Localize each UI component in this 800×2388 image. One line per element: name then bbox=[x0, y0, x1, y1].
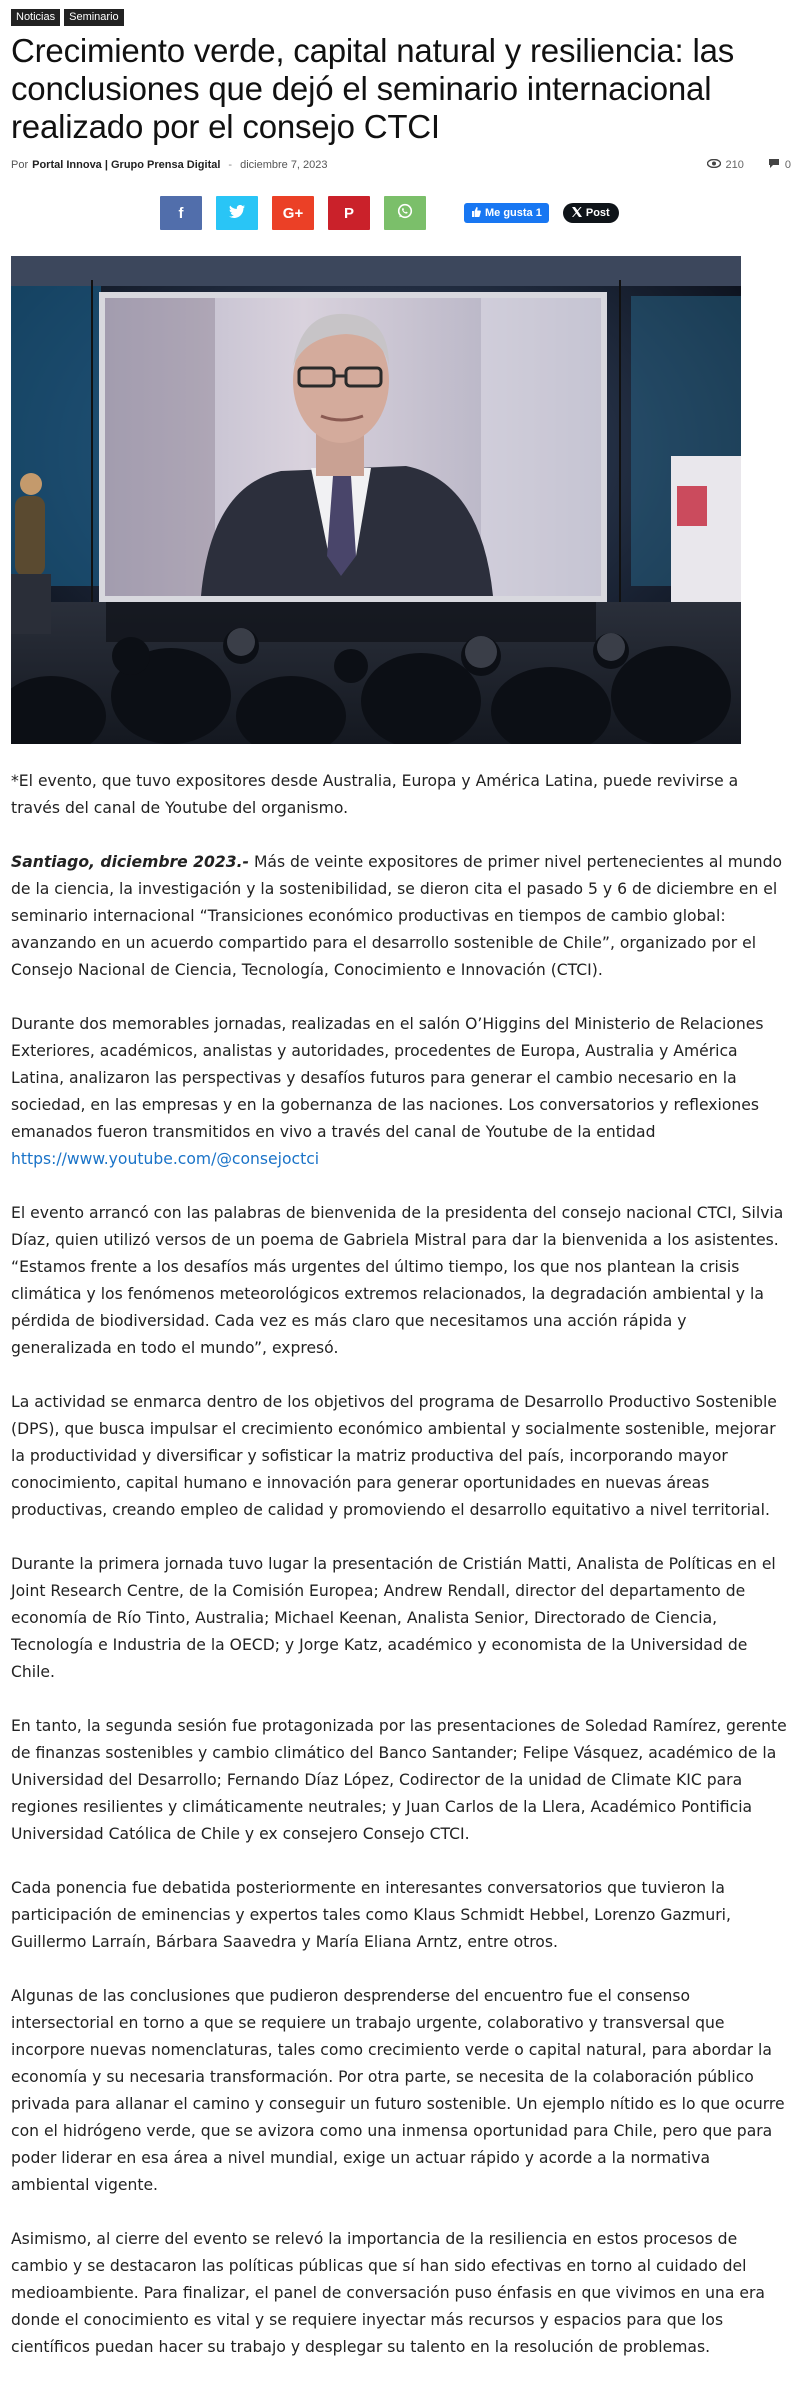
pinterest-icon: P bbox=[343, 204, 354, 222]
youtube-channel-link[interactable]: https://www.youtube.com/@consejoctci bbox=[11, 1150, 320, 1168]
article-meta bbox=[11, 158, 791, 172]
thumbs-up-icon bbox=[471, 207, 481, 220]
share-bar bbox=[160, 196, 619, 230]
article-paragraph-5: Durante la primera jornada tuvo lugar la presentación de Cristián Matti, Analista de Políticas en el Joint Research Centre, de la Comisión Europea; Andrew Rendall, director del departamento de economía de Río Tinto, Australia; Michael Keenan, Analista Senior, Directorado de Ciencia, Tecnología e Industria de la OECD; y Jorge Katz, académico y economista de la Universidad de Chile. bbox=[11, 1555, 776, 1681]
publish-date: diciembre 7, 2023 bbox=[240, 159, 328, 171]
article-body bbox=[11, 768, 791, 2388]
like-label: Me gusta 1 bbox=[485, 207, 542, 219]
category-tag-seminario[interactable]: Seminario bbox=[64, 9, 124, 26]
facebook-share-button[interactable] bbox=[160, 196, 202, 230]
x-logo-icon bbox=[572, 207, 582, 220]
eye-icon bbox=[707, 159, 721, 171]
comments-count: 0 bbox=[784, 159, 791, 171]
meta-separator: - bbox=[228, 159, 233, 171]
article-stats bbox=[707, 158, 791, 172]
article-paragraph-2 bbox=[11, 1011, 791, 1173]
article-paragraph-2-text: Durante dos memorables jornadas, realizadas en el salón O’Higgins del Ministerio de Relaciones Exteriores, académicos, analistas y autoridades, procedentes de Europa, Australia y América Latina, analizaron las perspectivas y desafíos futuros para generar el cambio necesario en la sociedad, en las empresas y en la gobernanza de las naciones. Los conversatorios y reflexiones emanados fueron transmitidos en vivo a través del canal de Youtube de la entidad bbox=[11, 1015, 764, 1141]
views-stat bbox=[707, 159, 744, 171]
article-paragraph-8: Algunas de las conclusiones que pudieron desprenderse del encuentro fue el consenso intersectorial en torno a que se requiere un trabajo urgente, colaborativo y transversal que incorpore nuevas nomenclaturas, tales como crecimiento verde o capital natural, para abordar la economía y su necesaria transformación. Por otra parte, se necesita de la colaboración público privada para allanar el camino y conseguir un futuro sostenible. Un ejemplo nítido es lo que ocurre con el hidrógeno verde, que se avizora como una inmensa oportunidad para Chile, pero que para poder liderar en esa área a nivel mundial, exige un actuar rápido y acorde a la normativa ambiental vigente. bbox=[11, 1987, 785, 2194]
post-label: Post bbox=[585, 207, 610, 219]
article-paragraph-4: La actividad se enmarca dentro de los objetivos del programa de Desarrollo Productivo Sostenible (DPS), que busca impulsar el crecimiento económico ambiental y socialmente sostenible, mejorar la productividad y diversificar y sofisticar la matriz productiva del país, incorporando mayor conocimiento, capital humano e innovación para generar oportunidades en nuevas áreas productivas, creando empleo de calidad y promoviendo el desarrollo equitativo a nivel territorial. bbox=[11, 1393, 777, 1519]
comments-stat[interactable] bbox=[768, 158, 791, 172]
article-paragraph-3: El evento arrancó con las palabras de bienvenida de la presidenta del consejo nacional CTCI, Silvia Díaz, quien utilizó versos de un poema de Gabriela Mistral para dar la bienvenida a los asistentes. “Estamos frente a los desafíos más urgentes del último tiempo, los que nos plantean la crisis climática y los fenómenos meteorológicos extremos relacionados, la degradación ambiental y la pérdida de biodiversidad. Cada vez es más claro que necesitamos una acción rápida y generalizada en todo el mundo”, expresó. bbox=[11, 1204, 784, 1357]
whatsapp-icon bbox=[397, 203, 413, 223]
facebook-icon: f bbox=[178, 204, 184, 222]
author-link[interactable]: Portal Innova | Grupo Prensa Digital bbox=[32, 159, 221, 171]
article-lead: Santiago, diciembre 2023.- bbox=[11, 853, 249, 871]
twitter-share-button[interactable] bbox=[216, 196, 258, 230]
article-paragraph-1-text: Más de veinte expositores de primer nivel pertenecientes al mundo de la ciencia, la investigación y la sostenibilidad, se dieron cita el pasado 5 y 6 de diciembre en el seminario internacional “Transiciones económico productivas en tiempos de cambio global: avanzando en un acuerdo compartido para el desarrollo sostenible de Chile”, organizado por el Consejo Nacional de Ciencia, Tecnología, Conocimiento e Innovación (CTCI). bbox=[11, 853, 783, 979]
pinterest-share-button[interactable] bbox=[328, 196, 370, 230]
article-intro: *El evento, que tuvo expositores desde Australia, Europa y América Latina, puede revivirse a través del canal de Youtube del organismo. bbox=[11, 772, 739, 817]
views-count: 210 bbox=[725, 159, 744, 171]
article-paragraph-9: Asimismo, al cierre del evento se relevó la importancia de la resiliencia en estos procesos de cambio y se destacaron las políticas públicas que sí han sido efectivas en torno al cuidado del medioambiente. Para finalizar, el panel de conversación puso énfasis en que vivimos en una era donde el conocimiento es vital y se requiere inyectar más recursos y espacios para que los científicos puedan hacer su trabajo y desplegar su talento en la resolución de problemas. bbox=[11, 2230, 765, 2356]
category-tag-noticias[interactable]: Noticias bbox=[11, 9, 60, 26]
x-post-button[interactable] bbox=[563, 203, 619, 223]
category-tags bbox=[11, 9, 124, 26]
facebook-like-button[interactable] bbox=[464, 203, 549, 223]
twitter-icon bbox=[229, 205, 245, 222]
whatsapp-share-button[interactable] bbox=[384, 196, 426, 230]
article-title: Crecimiento verde, capital natural y resiliencia: las conclusiones que dejó el seminario internacional realizado por el consejo CTCI bbox=[11, 32, 735, 145]
comment-icon bbox=[768, 158, 780, 172]
article-paragraph-7: Cada ponencia fue debatida posteriormente en interesantes conversatorios que tuvieron la participación de eminencias y expertos tales como Klaus Schmidt Hebbel, Lorenzo Gazmuri, Guillermo Larraín, Bárbara Saavedra y María Eliana Arntz, entre otros. bbox=[11, 1879, 731, 1951]
article-featured-image bbox=[11, 256, 741, 744]
googleplus-share-button[interactable] bbox=[272, 196, 314, 230]
conference-photo bbox=[11, 256, 741, 744]
by-label: Por bbox=[11, 159, 29, 171]
googleplus-icon: G+ bbox=[282, 204, 304, 222]
article-paragraph-1 bbox=[11, 849, 791, 984]
article-paragraph-6: En tanto, la segunda sesión fue protagonizada por las presentaciones de Soledad Ramírez, gerente de finanzas sostenibles y cambio climático del Banco Santander; Felipe Vásquez, académico de la Universidad del Desarrollo; Fernando Díaz López, Codirector de la unidad de Climate KIC para regiones resilientes y climáticamente neutrales; y Juan Carlos de la Llera, Académico Pontificia Universidad Católica de Chile y ex consejero Consejo CTCI. bbox=[11, 1717, 787, 1843]
